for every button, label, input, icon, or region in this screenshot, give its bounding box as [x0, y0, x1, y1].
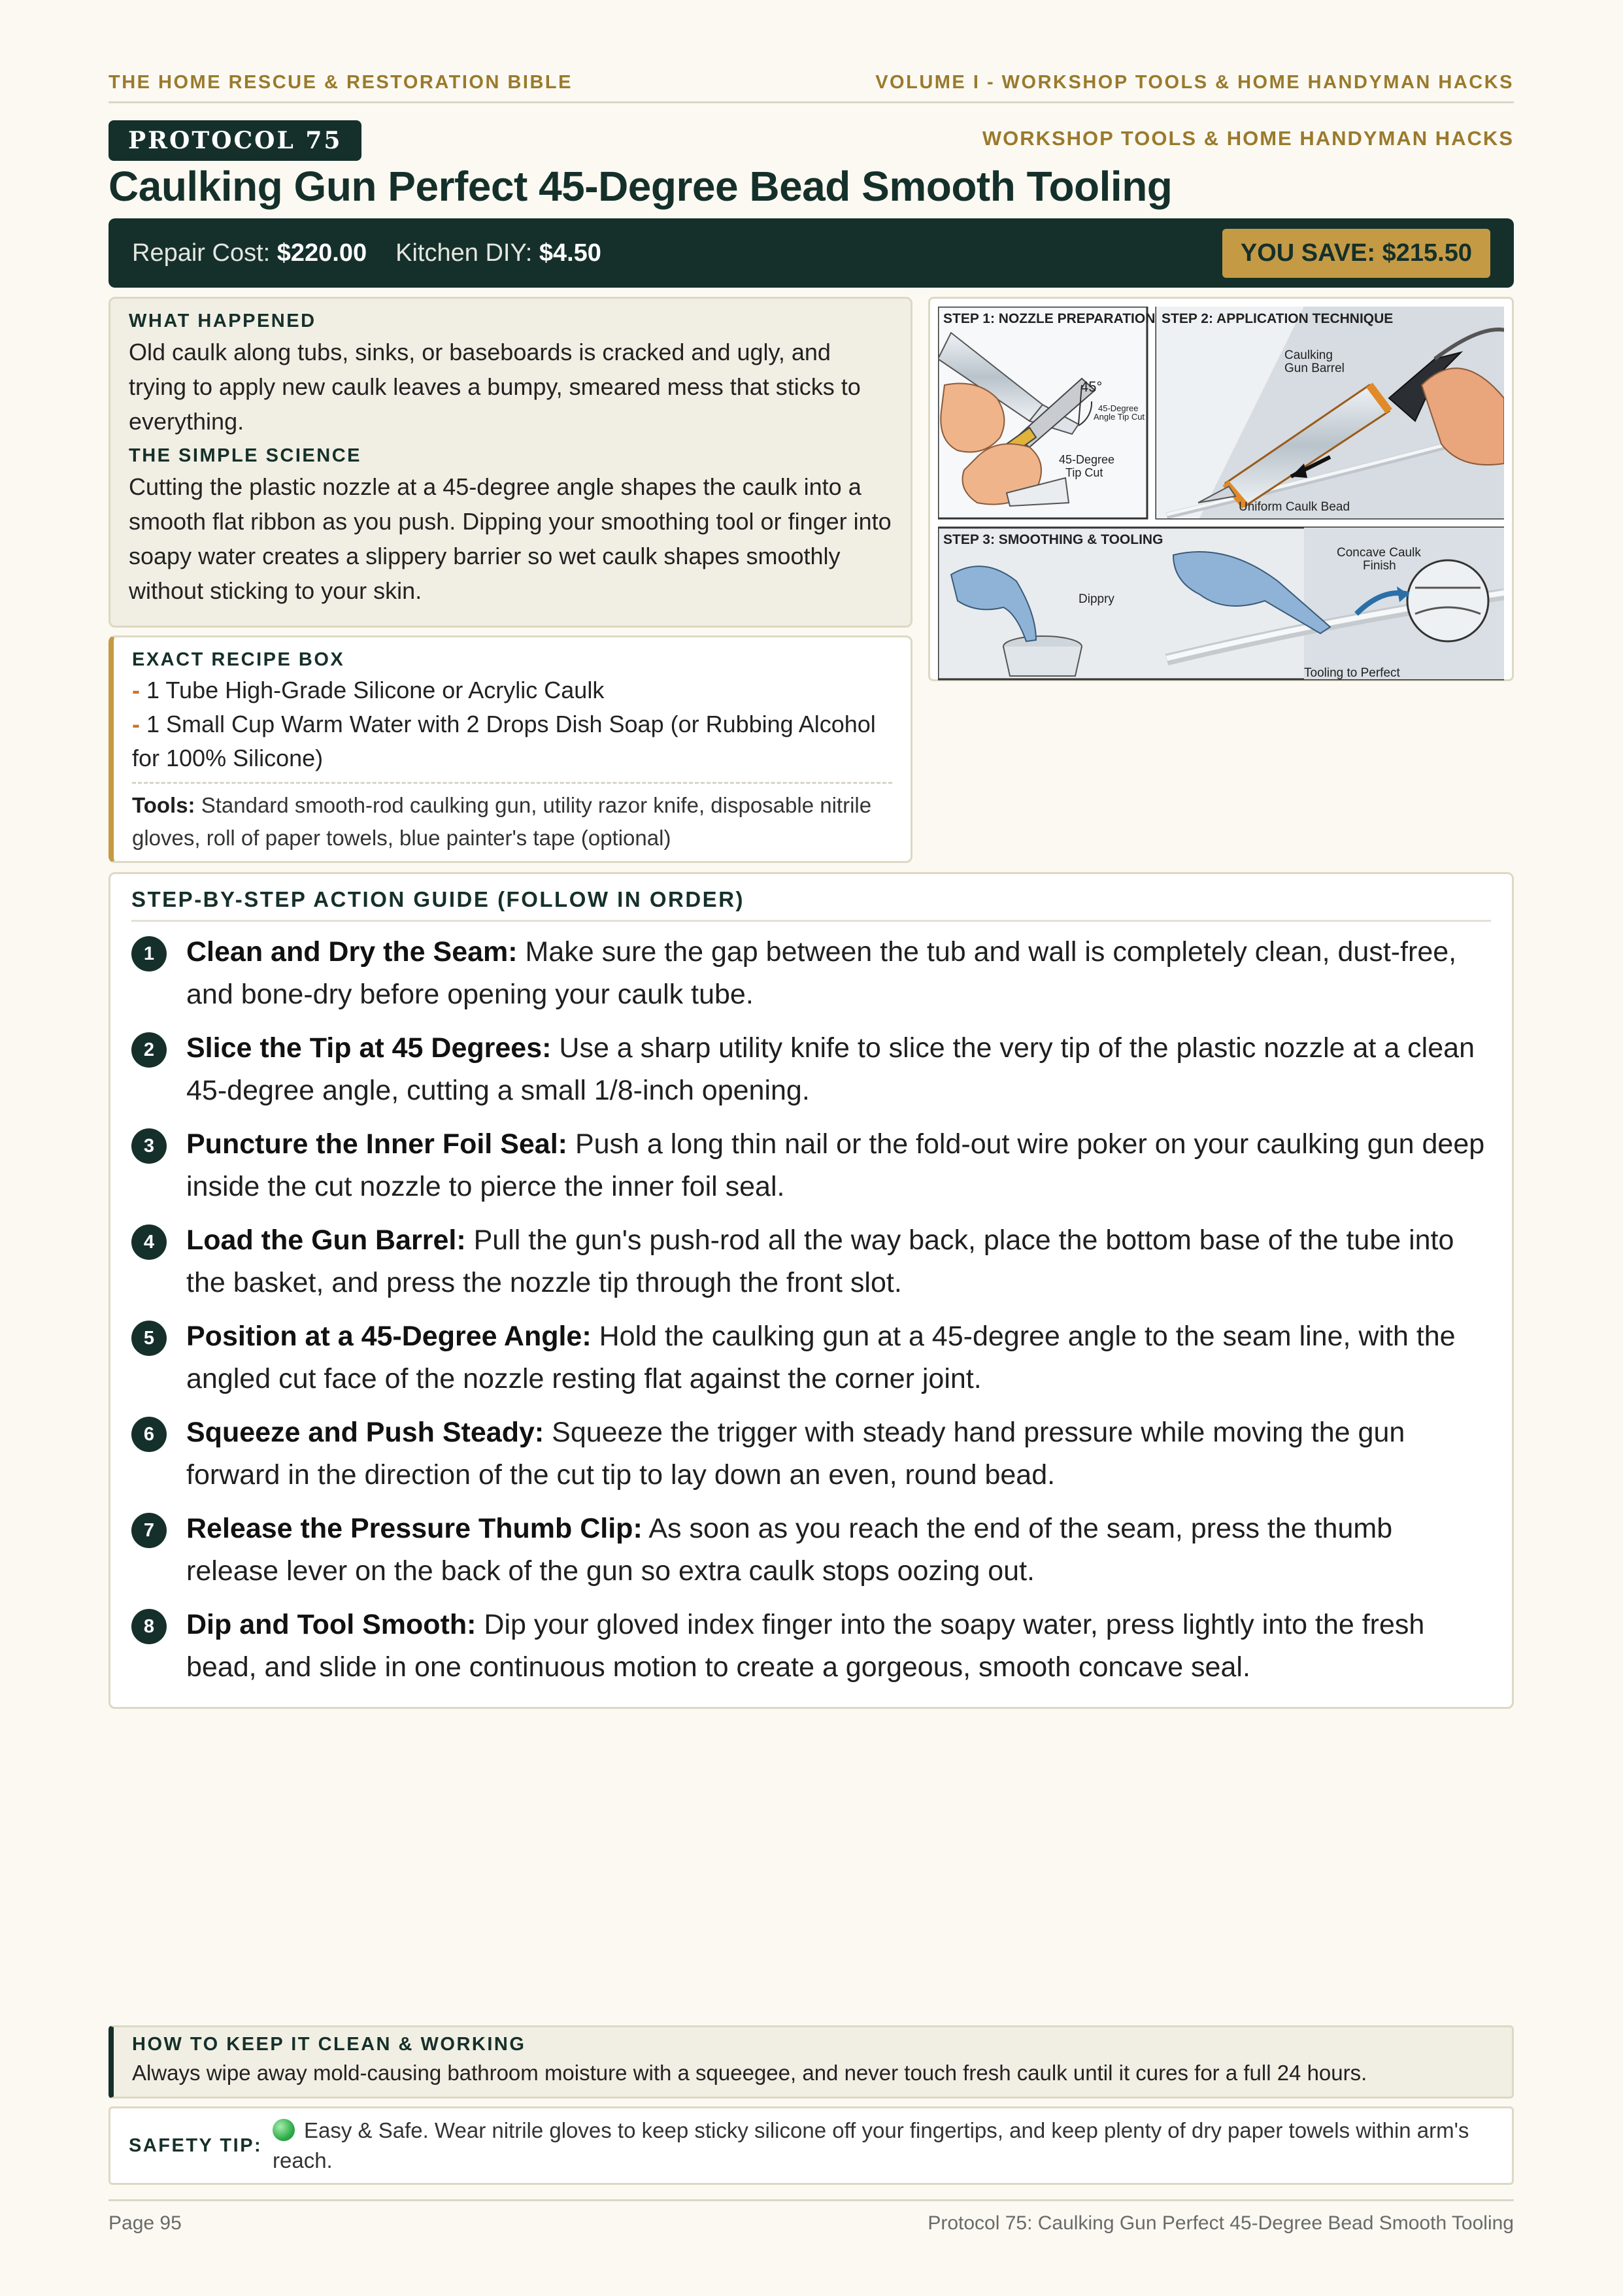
page-title: Caulking Gun Perfect 45-Degree Bead Smooth Tooling: [109, 163, 1173, 210]
step-item: [131, 1027, 1491, 1112]
bead-label: Uniform Caulk Bead: [1239, 500, 1350, 514]
step-item: [131, 1219, 1491, 1304]
step-number: 1: [131, 936, 167, 971]
step3-panel: [938, 528, 1504, 680]
step-title: Puncture the Inner Foil Seal:: [186, 1128, 567, 1160]
tools-label: Tools:: [132, 793, 195, 817]
recipe-item: - 1 Small Cup Warm Water with 2 Drops Dish Soap (or Rubbing Alcohol for 100% Silicone): [132, 711, 876, 771]
illustration-panel: [928, 297, 1514, 681]
steps-label: STEP-BY-STEP ACTION GUIDE (FOLLOW IN ORDER): [131, 887, 1491, 922]
step-title: Dip and Tool Smooth:: [186, 1609, 477, 1640]
repair-cost-label: Repair Cost:: [132, 239, 271, 267]
step-item: [131, 1604, 1491, 1689]
book-title: THE HOME RESCUE & RESTORATION BIBLE: [109, 72, 573, 93]
recipe-item: - 1 Tube High-Grade Silicone or Acrylic Caulk: [132, 677, 605, 703]
protocol-row: [109, 120, 1514, 161]
step-item: [131, 1508, 1491, 1593]
step-item: [131, 1123, 1491, 1208]
protocol-category: WORKSHOP TOOLS & HOME HANDYMAN HACKS: [982, 127, 1514, 150]
care-label: HOW TO KEEP IT CLEAN & WORKING: [132, 2034, 526, 2055]
care-text: Always wipe away mold-causing bathroom moisture with a squeegee, and never touch fresh caulk until it cures for a full 24 hours.: [132, 2061, 1367, 2085]
tools-line: [132, 789, 892, 854]
step-title: Load the Gun Barrel:: [186, 1224, 466, 1256]
safety-text: Easy & Safe. Wear nitrile gloves to keep sticky silicone off your fingertips, and keep plenty of dry paper towels within arm's reach.: [273, 2118, 1469, 2172]
tooling-label: Tooling to Perfect: [1304, 666, 1400, 680]
page: [109, 0, 1514, 2296]
protocol-badge: PROTOCOL 75: [109, 120, 361, 161]
step-text: Use a sharp utility knife to slice the very tip of the plastic nozzle at a clean 45-degree angle, cutting a small 1/8-inch opening.: [186, 1032, 1475, 1106]
running-header: [109, 64, 1514, 103]
step1-title: STEP 1: NOZZLE PREPARATION: [943, 311, 1156, 326]
step-number: 5: [131, 1321, 167, 1356]
safety-label: SAFETY TIP:: [129, 2135, 263, 2156]
savings-badge: YOU SAVE: $215.50: [1222, 229, 1490, 278]
page-footer: [109, 2199, 1514, 2245]
step3-title: STEP 3: SMOOTHING & TOOLING: [943, 532, 1163, 547]
repair-cost-value: $220.00: [276, 239, 367, 267]
volume-title: VOLUME I - WORKSHOP TOOLS & HOME HANDYMAN HACKS: [875, 72, 1514, 93]
step-number: 8: [131, 1609, 167, 1644]
step-text: Push a long thin nail or the fold-out wire poker on your caulking gun deep inside the cut nozzle to pierce the inner foil seal.: [186, 1128, 1485, 1202]
recipe-divider: [132, 782, 892, 784]
angle-tip-label-2: Angle Tip Cut: [1094, 412, 1145, 422]
step-title: Release the Pressure Thumb Clip:: [186, 1513, 643, 1544]
step1-panel: [938, 307, 1155, 518]
recipe-label: EXACT RECIPE BOX: [132, 649, 345, 670]
concave-label-2: Finish: [1363, 559, 1396, 573]
step-title: Squeeze and Push Steady:: [186, 1417, 544, 1448]
tip-cut-label-2: Tip Cut: [1065, 466, 1103, 479]
barrel-label-1: Caulking: [1284, 348, 1333, 362]
step-number: 3: [131, 1128, 167, 1164]
angle-tip-label-1: 45-Degree: [1098, 403, 1139, 413]
barrel-label-2: Gun Barrel: [1284, 362, 1345, 375]
step-item: [131, 1315, 1491, 1400]
concave-label-1: Concave Caulk: [1337, 546, 1421, 560]
step-number: 7: [131, 1513, 167, 1548]
what-happened-label: WHAT HAPPENED: [129, 311, 316, 331]
science-text: Cutting the plastic nozzle at a 45-degree angle shapes the caulk into a smooth flat ribbon as you push. Dipping your smoothing tool or finger into soapy water creates a slippery barrier so wet caulk shapes smoothly without sticking to your skin.: [129, 473, 892, 604]
footer-protocol: Protocol 75: Caulking Gun Perfect 45-Degree Bead Smooth Tooling: [928, 2212, 1514, 2234]
step-text: Make sure the gap between the tub and wall is completely clean, dust-free, and bone-dry before opening your caulk tube.: [186, 936, 1457, 1010]
step-number: 6: [131, 1417, 167, 1452]
angle-label: 45°: [1080, 379, 1103, 395]
step-text: Hold the caulking gun at a 45-degree angle to the seam line, with the angled cut face of the nozzle resting flat against the corner joint.: [186, 1321, 1456, 1394]
caulking-illustration: [938, 307, 1504, 688]
step-title: Slice the Tip at 45 Degrees:: [186, 1032, 552, 1064]
repair-cost: [132, 239, 367, 267]
what-happened-text: Old caulk along tubs, sinks, or baseboards is cracked and ugly, and trying to apply new caulk leaves a bumpy, smeared mess that sticks to everything.: [129, 339, 861, 435]
recipe-box: [109, 635, 912, 863]
tip-cut-label-1: 45-Degree: [1059, 453, 1115, 466]
step2-title: STEP 2: APPLICATION TECHNIQUE: [1162, 311, 1394, 326]
step-item: [131, 1411, 1491, 1496]
info-box: [109, 297, 912, 628]
step-title: Clean and Dry the Seam:: [186, 936, 518, 968]
green-dot-icon: [273, 2119, 295, 2141]
step2-panel: [1156, 307, 1504, 518]
dippry-label: Dippry: [1079, 592, 1114, 606]
step-text: Pull the gun's push-rod all the way back, place the bottom base of the tube into the basket, and press the nozzle tip through the front slot.: [186, 1224, 1454, 1298]
step-number: 2: [131, 1032, 167, 1068]
steps-guide: [109, 872, 1514, 1709]
tools-text: Standard smooth-rod caulking gun, utility razor knife, disposable nitrile gloves, roll of paper towels, blue painter's tape (optional): [132, 793, 872, 850]
step-text: Squeeze the trigger with steady hand pressure while moving the gun forward in the direction of the cut tip to lay down an even, round bead.: [186, 1417, 1405, 1491]
science-label: THE SIMPLE SCIENCE: [129, 445, 361, 466]
safety-box: [109, 2106, 1514, 2185]
step-number: 4: [131, 1224, 167, 1260]
step-text: As soon as you reach the end of the seam, press the thumb release lever on the back of the gun so extra caulk stops oozing out.: [186, 1513, 1393, 1587]
diy-cost: [395, 239, 601, 267]
step-title: Position at a 45-Degree Angle:: [186, 1321, 592, 1352]
diy-cost-value: $4.50: [539, 239, 601, 267]
diy-cost-label: Kitchen DIY:: [395, 239, 533, 267]
cost-bar: [109, 218, 1514, 288]
step-item: [131, 931, 1491, 1016]
step-text: Dip your gloved index finger into the soapy water, press lightly into the fresh bead, and slide in one continuous motion to create a gorgeous, smooth concave seal.: [186, 1609, 1425, 1683]
page-number: Page 95: [109, 2212, 182, 2234]
care-box: [109, 2025, 1514, 2099]
